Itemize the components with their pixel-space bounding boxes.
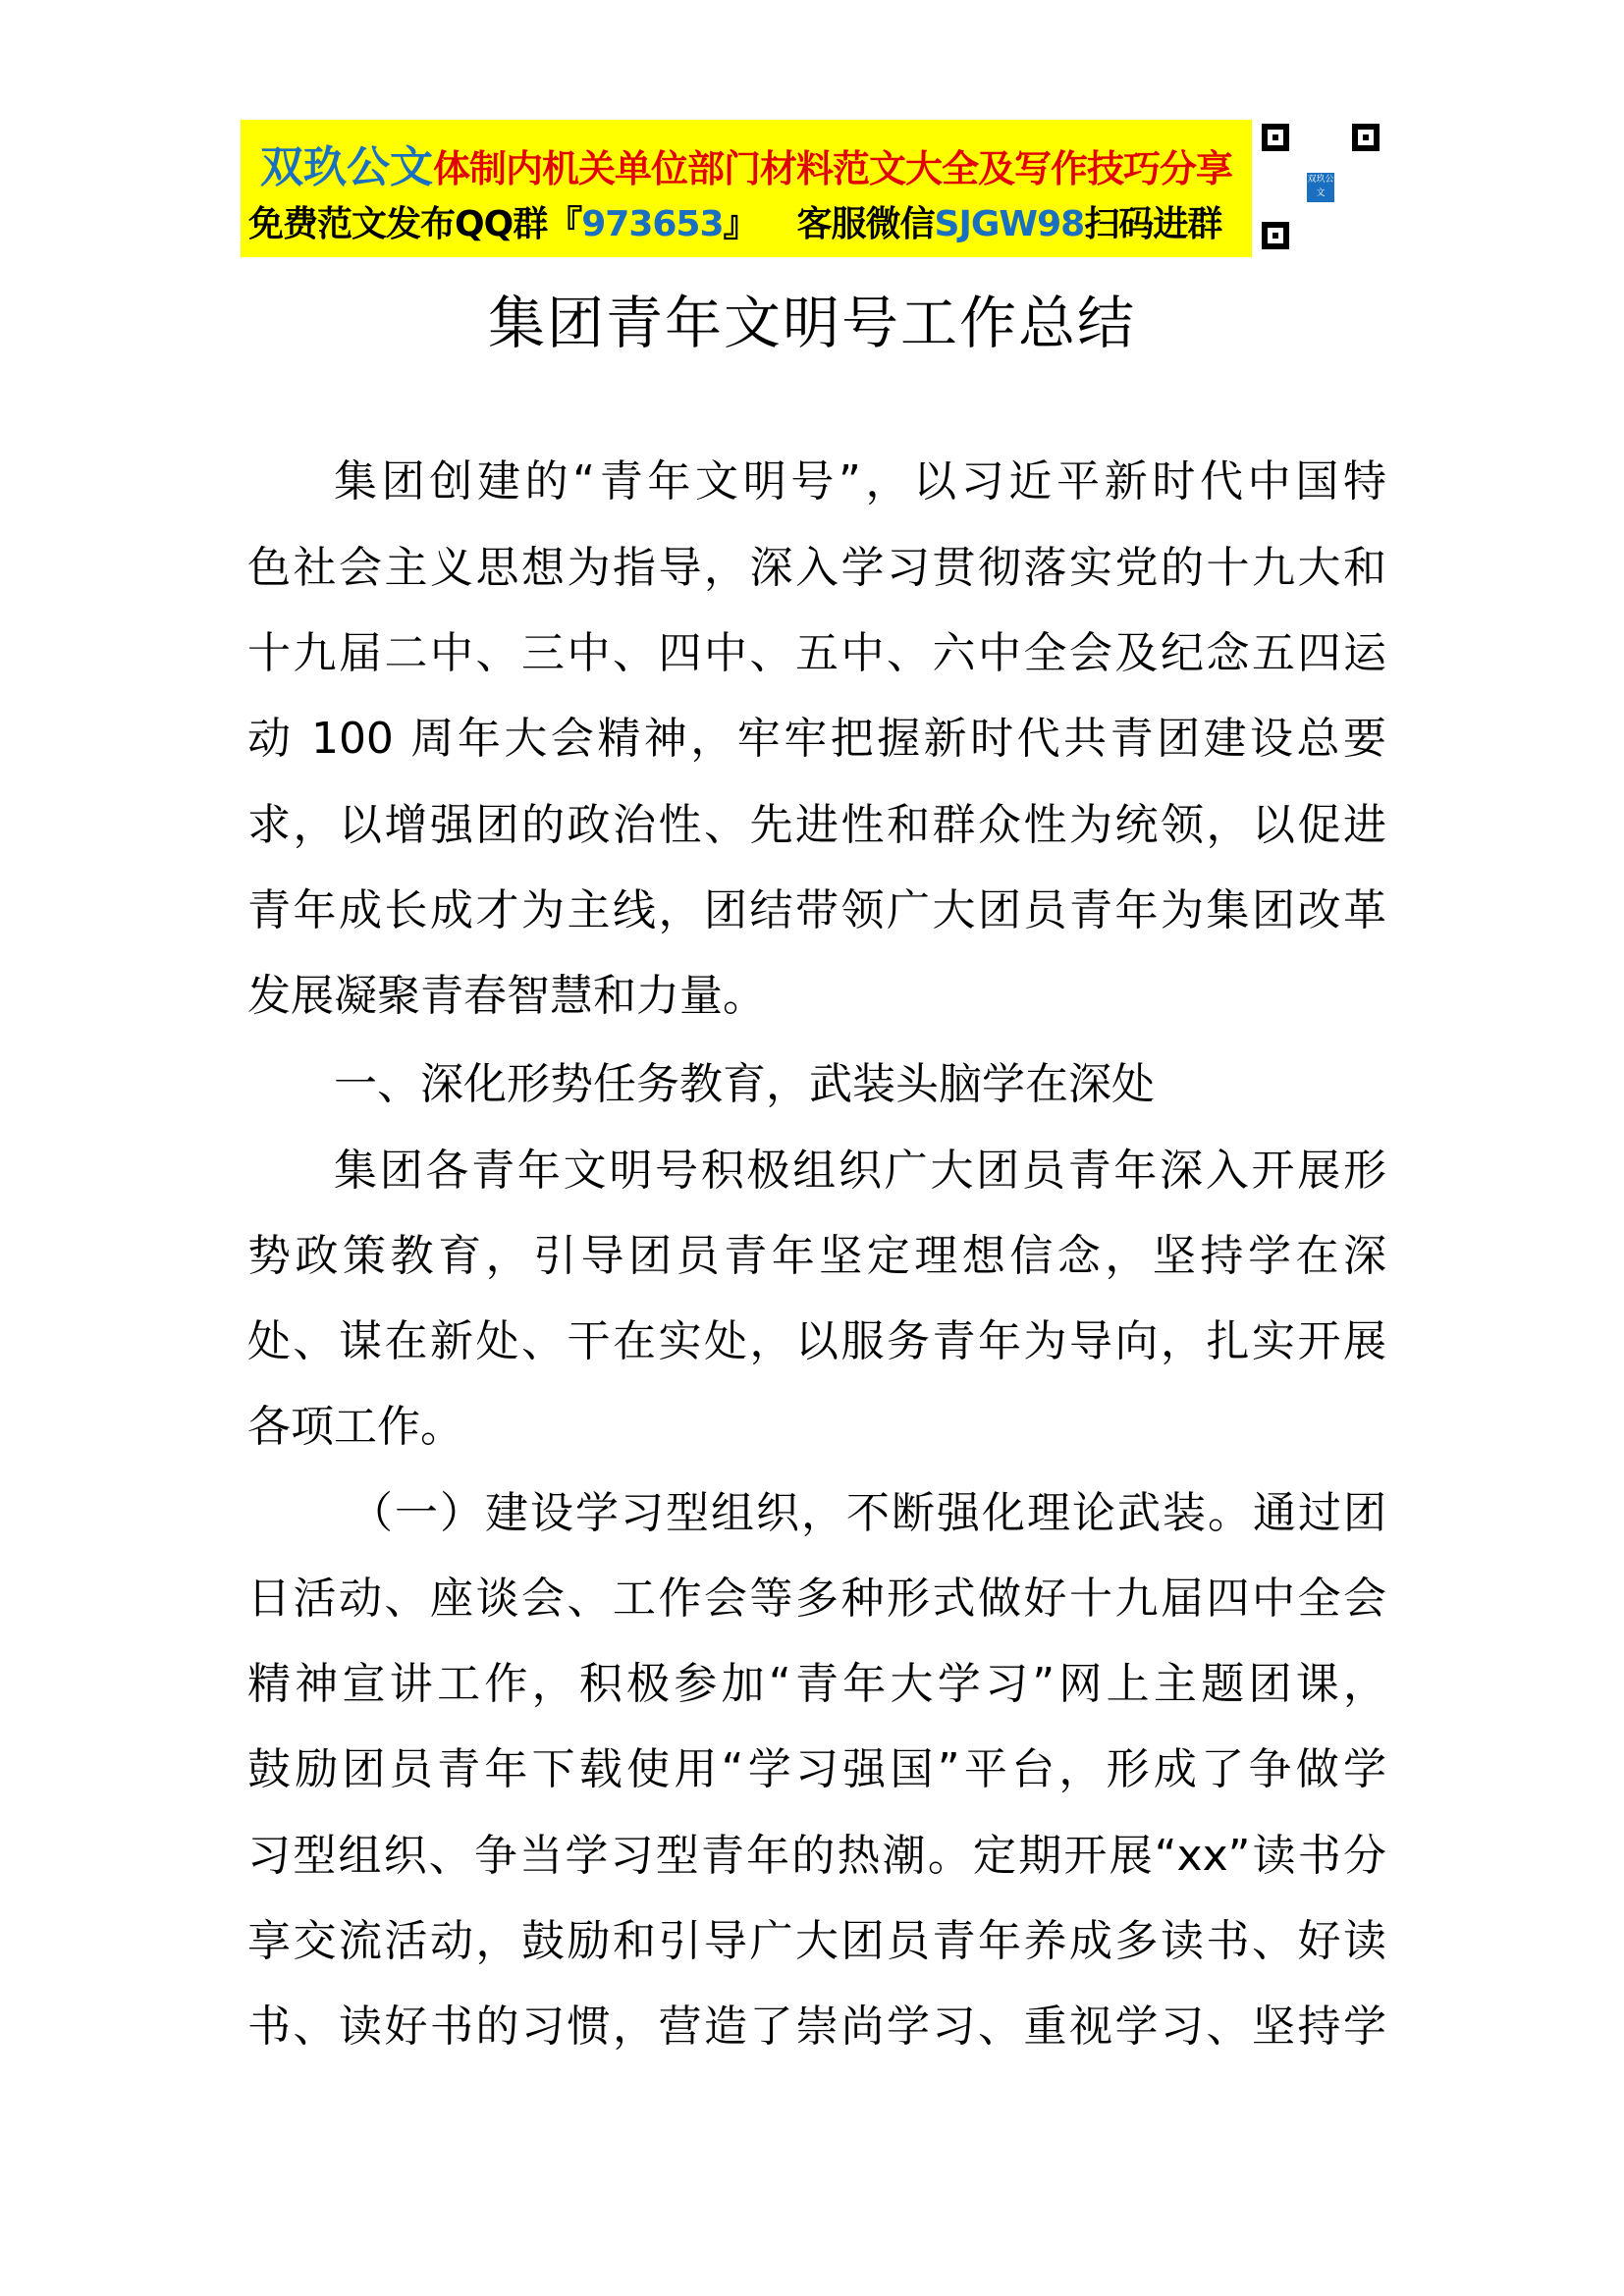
qq-label: 免费范文发布QQ群『 [248, 204, 582, 244]
text-line: 十九届二中、三中、四中、五中、六中全会及纪念五四运 [247, 628, 1386, 678]
promo-banner [241, 120, 1252, 257]
banner-brand: 双玖公文 [260, 142, 433, 192]
text-line: （一）建设学习型组织，不断强化理论武装。通过团 [350, 1488, 1386, 1538]
wechat-label: 客服微信 [796, 204, 935, 244]
text-line: 鼓励团员青年下载使用“学习强国”平台，形成了争做学 [247, 1744, 1386, 1794]
text-line: 集团各青年文明号积极组织广大团员青年深入开展形 [334, 1146, 1386, 1196]
qr-code-icon [1260, 122, 1381, 251]
qq-number: 973653 [581, 204, 724, 244]
document-title: 集团青年文明号工作总结 [487, 290, 1136, 356]
banner-contact [248, 196, 1221, 246]
qr-logo: 双玖公文 [1307, 173, 1334, 202]
qr-finder [1262, 124, 1289, 151]
text-line: 色社会主义思想为指导，深入学习贯彻落实党的十九大和 [247, 543, 1386, 593]
text-line: 处、谋在新处、干在实处，以服务青年为导向，扎实开展 [247, 1316, 1386, 1366]
wechat-id: SJGW98 [934, 204, 1085, 244]
text-line: 动 100 周年大会精神，牢牢把握新时代共青团建设总要 [247, 714, 1386, 764]
text-line: 日活动、座谈会、工作会等多种形式做好十九届四中全会 [247, 1574, 1386, 1624]
section-heading: 一、深化形势任务教育，武装头脑学在深处 [334, 1059, 1155, 1109]
wechat-suffix: 扫码进群 [1084, 204, 1222, 244]
text-line: 势政策教育，引导团员青年坚定理想信念，坚持学在深 [247, 1231, 1386, 1281]
qr-finder [1262, 222, 1289, 249]
banner-slogan: 体制内机关单位部门材料范文大全及写作技巧分享 [433, 147, 1233, 190]
text-line: 各项工作。 [247, 1402, 463, 1452]
text-line: 集团创建的“青年文明号”，以习近平新时代中国特 [334, 456, 1386, 507]
text-line: 书、读好书的习惯，营造了崇尚学习、重视学习、坚持学 [247, 2002, 1386, 2052]
text-line: 精神宣讲工作，积极参加“青年大学习”网上主题团课， [247, 1659, 1386, 1709]
qq-close: 』 [723, 204, 758, 244]
banner-headline [260, 132, 1232, 194]
text-line: 求，以增强团的政治性、先进性和群众性为统领，以促进 [247, 800, 1386, 850]
text-line: 习型组织、争当学习型青年的热潮。定期开展“xx”读书分 [247, 1831, 1386, 1881]
text-line: 发展凝聚青春智慧和力量。 [247, 971, 766, 1021]
qr-finder [1352, 124, 1380, 151]
text-line: 青年成长成才为主线，团结带领广大团员青年为集团改革 [247, 885, 1386, 935]
text-line: 享交流活动，鼓励和引导广大团员青年养成多读书、好读 [247, 1916, 1386, 1966]
